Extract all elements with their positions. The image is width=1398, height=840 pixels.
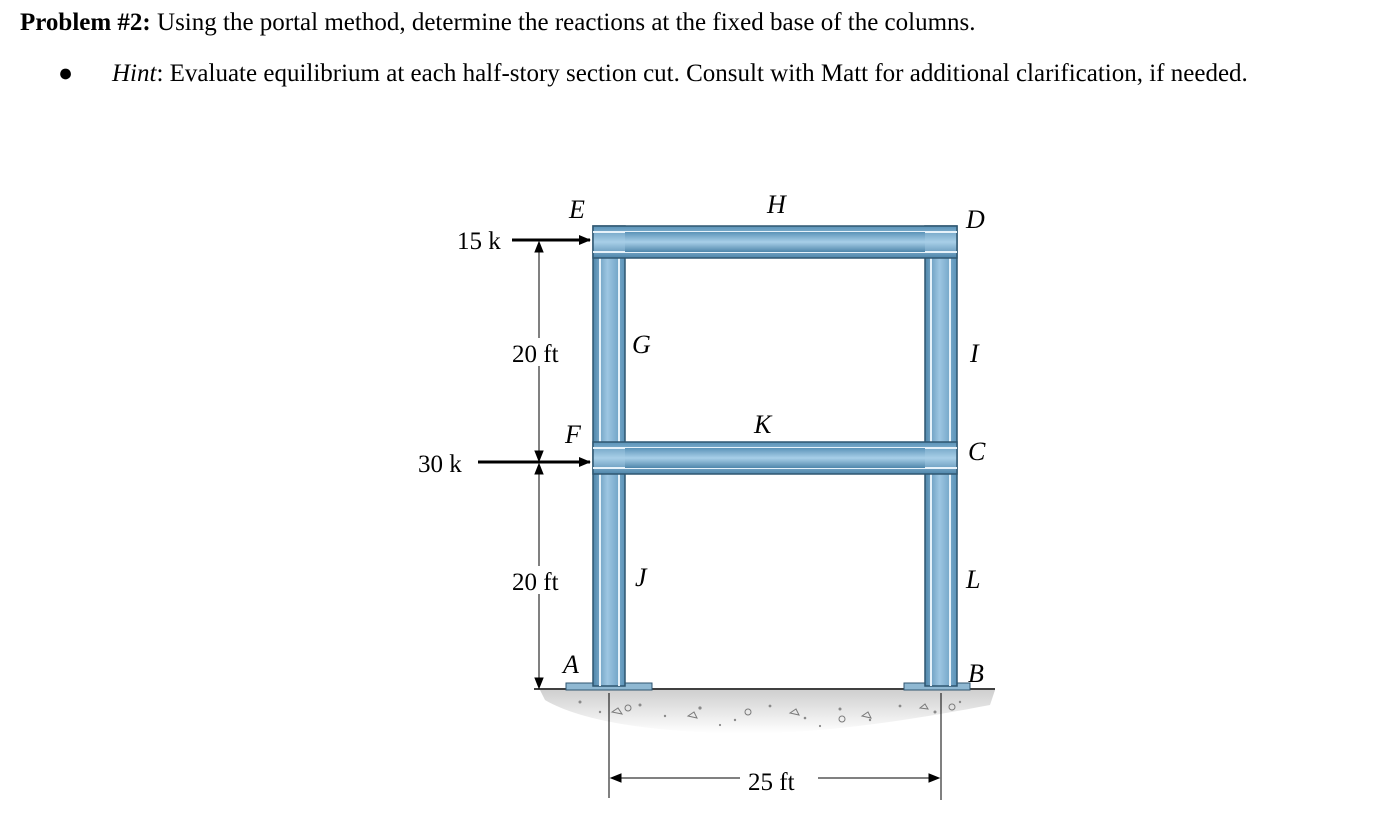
- dimension-lower-story: 20 ft: [512, 569, 559, 596]
- ground: [534, 689, 995, 733]
- load-label-top: 15 k: [457, 228, 501, 255]
- point-label-g: G: [632, 330, 651, 359]
- problem-label: Problem #2:: [20, 9, 151, 36]
- bullet-icon: ●: [58, 60, 74, 87]
- point-label-i: I: [970, 339, 979, 368]
- point-label-e: E: [569, 195, 585, 224]
- middle-beam: [593, 442, 957, 474]
- vertical-dimension-line: [535, 242, 543, 688]
- hint-label: Hint: [112, 60, 157, 87]
- point-label-a: A: [563, 650, 579, 679]
- hint-body: : Evaluate equilibrium at each half-story section cut. Consult with Matt for additional clarification, if needed.: [156, 60, 1248, 87]
- point-label-b: B: [968, 659, 984, 688]
- point-label-d: D: [966, 205, 985, 234]
- point-label-k: K: [754, 410, 772, 439]
- top-beam: [593, 226, 957, 258]
- point-label-j: J: [635, 563, 647, 592]
- load-label-middle: 30 k: [418, 451, 462, 478]
- dimension-bay-width: 25 ft: [748, 769, 795, 796]
- problem-text: Using the portal method, determine the reactions at the fixed base of the columns.: [150, 9, 976, 36]
- point-label-f: F: [565, 420, 581, 449]
- point-label-c: C: [968, 437, 986, 466]
- dimension-upper-story: 20 ft: [512, 341, 559, 368]
- point-label-l: L: [966, 565, 981, 594]
- point-label-h: H: [767, 190, 786, 219]
